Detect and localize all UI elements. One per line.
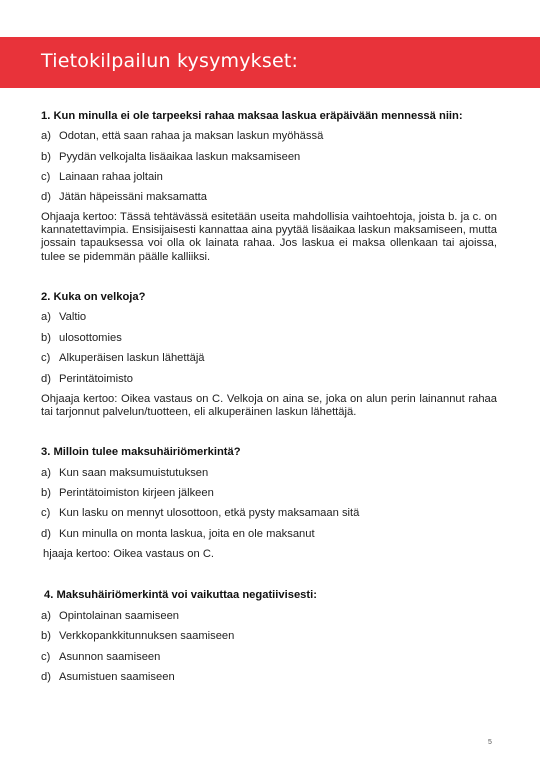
question-1-option-c: c) Lainaan rahaa joltain (41, 171, 163, 183)
question-3-note: hjaaja kertoo: Oikea vastaus on C. (43, 548, 215, 560)
header-banner (0, 37, 540, 88)
question-3-option-a: a) Kun saan maksumuistutuksen (41, 467, 209, 479)
question-4-option-c: c) Asunnon saamiseen (41, 651, 161, 663)
question-4-option-b: b) Verkkopankkitunnuksen saamiseen (41, 630, 235, 642)
question-2-option-a: a) Valtio (41, 311, 87, 323)
question-4-option-d: d) Asumistuen saamiseen (41, 671, 175, 683)
question-1-note: Ohjaaja kertoo: Tässä tehtävässä esitetään useita mahdollisia vaihtoehtoja, joista b. ja c. on kannatettavimpia. Ensisijaisesti kannattaa aina pyytää lisäaikaa laskun maksamiseen, mutta jossain tapauksessa voi olla ok lainata rahaa. Jos laskua ei maksa ollenkaan tai ajoissa, tulee se pidemmän päälle kalliiksi. (41, 211, 497, 263)
page-number: 5 (488, 739, 492, 746)
question-1-option-a: a) Odotan, että saan rahaa ja maksan laskun myöhässä (41, 130, 324, 142)
question-1-option-b: b) Pyydän velkojalta lisäaikaa laskun maksamiseen (41, 151, 301, 163)
question-1-option-d: d) Jätän häpeissäni maksamatta (41, 191, 208, 203)
question-1-title: 1. Kun minulla ei ole tarpeeksi rahaa maksaa laskua eräpäivään mennessä niin: (41, 110, 463, 122)
question-4-title: 4. Maksuhäiriömerkintä voi vaikuttaa negatiivisesti: (44, 589, 317, 601)
question-3-option-d: d) Kun minulla on monta laskua, joita en ole maksanut (41, 528, 315, 540)
question-4-option-a: a) Opintolainan saamiseen (41, 610, 180, 622)
question-2-option-b: b) ulosottomies (41, 332, 122, 344)
question-2-option-d: d) Perintätoimisto (41, 373, 133, 385)
question-2-title: 2. Kuka on velkoja? (41, 291, 146, 303)
question-2-option-c: c) Alkuperäisen laskun lähettäjä (41, 352, 205, 364)
page-title: Tietokilpailun kysymykset: (41, 50, 299, 72)
question-3-option-b: b) Perintätoimiston kirjeen jälkeen (41, 487, 214, 499)
question-3-title: 3. Milloin tulee maksuhäiriömerkintä? (41, 446, 241, 458)
question-3-option-c: c) Kun lasku on mennyt ulosottoon, etkä pysty maksamaan sitä (41, 507, 360, 519)
question-2-note: Ohjaaja kertoo: Oikea vastaus on C. Velkoja on aina se, joka on alun perin lainannut rahaa tai tarjonnut palvelun/tuotteen, eli alkuperäinen laskun lähettäjä. (41, 393, 497, 419)
